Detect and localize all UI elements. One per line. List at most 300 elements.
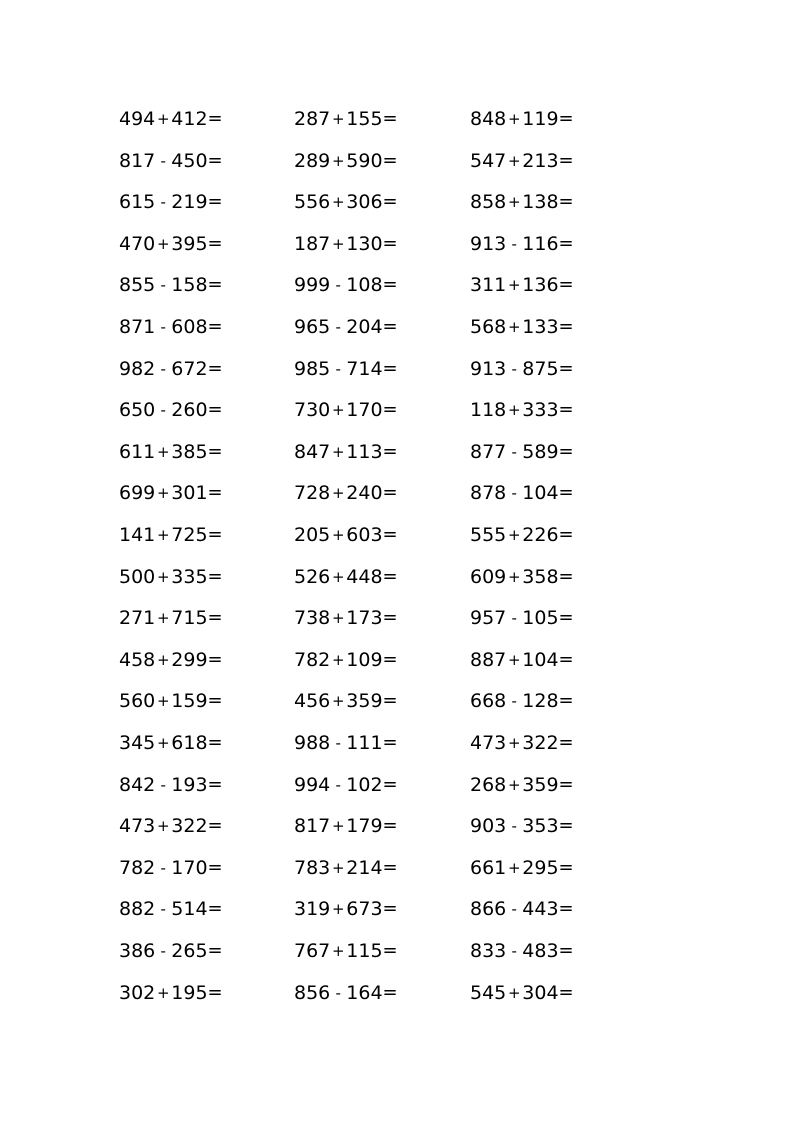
arithmetic-problem [119,481,223,505]
arithmetic-problem [294,107,398,131]
second-operand: 353 [522,815,559,838]
arithmetic-problem [294,897,398,921]
equals-sign: = [207,440,223,462]
operator-sign: + [507,276,521,295]
operator-sign: - [160,900,166,919]
first-operand: 858 [470,191,507,214]
first-operand: 847 [294,440,331,463]
operator-sign: - [160,318,166,336]
arithmetic-problem [470,357,574,381]
equals-sign: = [558,399,574,421]
equals-sign: = [207,981,223,1003]
operator-sign: + [507,858,521,877]
second-operand: 603 [346,524,383,546]
first-operand: 205 [294,524,331,546]
second-operand: 714 [346,357,383,380]
first-operand: 615 [119,191,156,214]
second-operand: 359 [346,690,383,713]
equals-sign: = [558,690,574,712]
second-operand: 295 [522,856,559,879]
arithmetic-problem [470,689,574,713]
operator-sign: + [156,692,170,711]
operator-sign: + [331,942,345,960]
first-operand: 141 [119,524,156,546]
first-operand: 782 [119,856,156,879]
operator-sign: + [507,567,521,586]
arithmetic-problem [470,523,574,547]
second-operand: 115 [346,940,383,962]
second-operand: 304 [522,981,559,1004]
arithmetic-problem [470,107,574,131]
equals-sign: = [382,856,398,878]
second-operand: 195 [171,981,208,1004]
arithmetic-problem [470,773,574,797]
second-operand: 164 [346,981,383,1004]
operator-sign: + [331,484,345,503]
first-operand: 311 [470,274,507,297]
operator-sign: - [511,442,517,461]
second-operand: 335 [171,565,208,588]
second-operand: 450 [171,149,208,172]
operator-sign: + [507,401,521,420]
first-operand: 650 [119,399,156,422]
second-operand: 219 [171,191,208,214]
second-operand: 214 [346,856,383,879]
first-operand: 500 [119,565,156,588]
equals-sign: = [382,940,398,961]
operator-sign: + [507,318,521,336]
operator-sign: + [156,484,170,503]
arithmetic-problem [294,273,398,297]
second-operand: 322 [522,732,559,754]
arithmetic-problem [294,357,398,381]
operator-sign: - [511,900,517,919]
equals-sign: = [207,524,223,545]
equals-sign: = [558,357,574,379]
second-operand: 672 [171,357,208,380]
first-operand: 386 [119,940,156,962]
operator-sign: + [507,775,521,794]
operator-sign: + [331,401,345,420]
operator-sign: + [156,110,170,128]
arithmetic-problem [470,315,574,339]
equals-sign: = [558,191,574,213]
second-operand: 193 [171,773,208,796]
first-operand: 526 [294,565,331,588]
operator-sign: + [156,983,170,1002]
equals-sign: = [558,940,574,961]
equals-sign: = [207,482,223,504]
arithmetic-problem [470,440,574,464]
equals-sign: = [558,607,574,629]
operator-sign: - [335,775,341,794]
second-operand: 108 [346,274,383,297]
first-operand: 782 [294,648,331,671]
arithmetic-problem [470,939,574,963]
operator-sign: - [511,359,517,378]
first-operand: 287 [294,108,331,130]
operator-sign: + [331,567,345,586]
operator-sign: + [156,817,170,836]
equals-sign: = [382,815,398,837]
arithmetic-problem [294,606,398,630]
equals-sign: = [382,316,398,337]
equals-sign: = [382,108,398,129]
arithmetic-problem [470,648,574,672]
second-operand: 173 [346,607,383,630]
arithmetic-problem [119,897,223,921]
operator-sign: - [160,401,166,420]
operator-sign: + [507,983,521,1002]
operator-sign: + [156,734,170,752]
first-operand: 965 [294,316,331,338]
second-operand: 179 [346,815,383,838]
first-operand: 118 [470,399,507,422]
second-operand: 385 [171,440,208,463]
equals-sign: = [382,607,398,629]
first-operand: 994 [294,773,331,796]
first-operand: 568 [470,316,507,338]
arithmetic-problem [470,273,574,297]
operator-sign: + [331,817,345,836]
equals-sign: = [207,316,223,337]
arithmetic-problem [294,149,398,173]
operator-sign: + [331,650,345,669]
first-operand: 187 [294,232,331,255]
second-operand: 158 [171,274,208,297]
arithmetic-problem [119,565,223,589]
second-operand: 725 [171,524,208,546]
operator-sign: + [331,193,345,212]
equals-sign: = [382,399,398,421]
arithmetic-problem [294,315,398,339]
equals-sign: = [207,232,223,254]
operator-sign: + [156,234,170,253]
arithmetic-problem [119,398,223,422]
operator-sign: - [511,234,517,253]
arithmetic-problem [294,232,398,256]
operator-sign: - [511,609,517,628]
equals-sign: = [558,898,574,920]
first-operand: 877 [470,440,507,463]
second-operand: 448 [346,565,383,588]
equals-sign: = [558,981,574,1003]
first-operand: 473 [470,732,507,754]
equals-sign: = [207,607,223,629]
operator-sign: - [335,734,341,752]
first-operand: 661 [470,856,507,879]
operator-sign: - [160,858,166,877]
first-operand: 494 [119,108,156,130]
arithmetic-problem [294,398,398,422]
first-operand: 302 [119,981,156,1004]
arithmetic-problem [119,814,223,838]
first-operand: 738 [294,607,331,630]
operator-sign: - [160,942,166,960]
operator-sign: - [160,151,166,170]
operator-sign: - [335,276,341,295]
arithmetic-problem [294,565,398,589]
arithmetic-problem [294,939,398,963]
first-operand: 555 [470,524,507,546]
second-operand: 170 [346,399,383,422]
operator-sign: + [331,526,345,544]
first-operand: 556 [294,191,331,214]
arithmetic-problem [470,565,574,589]
arithmetic-problem [294,440,398,464]
equals-sign: = [207,690,223,712]
operator-sign: + [331,110,345,128]
arithmetic-problem [294,814,398,838]
second-operand: 213 [522,149,559,172]
first-operand: 871 [119,316,156,338]
arithmetic-problem [119,606,223,630]
arithmetic-problem [470,149,574,173]
equals-sign: = [382,898,398,920]
first-operand: 470 [119,232,156,255]
second-operand: 119 [522,108,559,130]
operator-sign: + [331,234,345,253]
first-operand: 988 [294,732,331,754]
second-operand: 102 [346,773,383,796]
operator-sign: - [160,276,166,295]
arithmetic-problem [294,773,398,797]
first-operand: 903 [470,815,507,838]
arithmetic-problem [119,981,223,1005]
operator-sign: + [507,734,521,752]
second-operand: 133 [522,316,559,338]
equals-sign: = [207,815,223,837]
operator-sign: + [156,609,170,628]
arithmetic-problem [294,856,398,880]
equals-sign: = [558,482,574,504]
equals-sign: = [382,482,398,504]
second-operand: 128 [522,690,559,713]
arithmetic-problem [470,190,574,214]
arithmetic-problem [119,357,223,381]
operator-sign: + [156,650,170,669]
arithmetic-problem [470,897,574,921]
second-operand: 204 [346,316,383,338]
second-operand: 240 [346,482,383,505]
first-operand: 699 [119,482,156,505]
arithmetic-problem [119,107,223,131]
second-operand: 618 [171,732,208,754]
equals-sign: = [382,440,398,462]
arithmetic-problem [119,315,223,339]
second-operand: 159 [171,690,208,713]
equals-sign: = [382,981,398,1003]
second-operand: 322 [171,815,208,838]
arithmetic-problem [119,523,223,547]
second-operand: 673 [346,898,383,921]
first-operand: 458 [119,648,156,671]
first-operand: 842 [119,773,156,796]
first-operand: 456 [294,690,331,713]
second-operand: 483 [522,940,559,962]
equals-sign: = [207,940,223,961]
arithmetic-problem [119,856,223,880]
equals-sign: = [558,440,574,462]
equals-sign: = [382,524,398,545]
first-operand: 268 [470,773,507,796]
second-operand: 306 [346,191,383,214]
second-operand: 265 [171,940,208,962]
second-operand: 359 [522,773,559,796]
operator-sign: + [331,692,345,711]
arithmetic-problem [470,481,574,505]
equals-sign: = [207,565,223,587]
equals-sign: = [382,274,398,296]
first-operand: 887 [470,648,507,671]
first-operand: 848 [470,108,507,130]
first-operand: 611 [119,440,156,463]
equals-sign: = [382,773,398,795]
first-operand: 289 [294,149,331,172]
operator-sign: - [511,942,517,960]
arithmetic-problem [294,689,398,713]
equals-sign: = [558,648,574,670]
arithmetic-problem [119,773,223,797]
equals-sign: = [558,316,574,337]
first-operand: 560 [119,690,156,713]
equals-sign: = [382,648,398,670]
second-operand: 589 [522,440,559,463]
operator-sign: + [331,609,345,628]
arithmetic-problem [470,606,574,630]
second-operand: 412 [171,108,208,130]
second-operand: 260 [171,399,208,422]
first-operand: 783 [294,856,331,879]
first-operand: 545 [470,981,507,1004]
operator-sign: + [331,900,345,919]
arithmetic-problem [470,856,574,880]
operator-sign: + [331,151,345,170]
second-operand: 715 [171,607,208,630]
operator-sign: + [156,442,170,461]
first-operand: 271 [119,607,156,630]
operator-sign: - [160,359,166,378]
equals-sign: = [558,732,574,753]
equals-sign: = [382,565,398,587]
first-operand: 957 [470,607,507,630]
equals-sign: = [207,274,223,296]
second-operand: 104 [522,648,559,671]
second-operand: 104 [522,482,559,505]
equals-sign: = [382,690,398,712]
first-operand: 473 [119,815,156,838]
operator-sign: + [507,110,521,128]
arithmetic-problem [470,814,574,838]
arithmetic-problem [294,190,398,214]
operator-sign: + [331,858,345,877]
first-operand: 345 [119,732,156,754]
first-operand: 882 [119,898,156,921]
second-operand: 395 [171,232,208,255]
equals-sign: = [382,149,398,171]
first-operand: 913 [470,357,507,380]
arithmetic-problem [294,731,398,755]
equals-sign: = [558,108,574,129]
operator-sign: - [335,318,341,336]
arithmetic-problem [294,981,398,1005]
arithmetic-problem [119,689,223,713]
equals-sign: = [558,856,574,878]
first-operand: 609 [470,565,507,588]
equals-sign: = [558,773,574,795]
first-operand: 855 [119,274,156,297]
arithmetic-problem [119,939,223,963]
second-operand: 443 [522,898,559,921]
arithmetic-problem [294,648,398,672]
equals-sign: = [207,149,223,171]
second-operand: 116 [522,232,559,255]
first-operand: 982 [119,357,156,380]
first-operand: 547 [470,149,507,172]
arithmetic-problem [470,981,574,1005]
second-operand: 170 [171,856,208,879]
first-operand: 817 [119,149,156,172]
second-operand: 301 [171,482,208,505]
second-operand: 358 [522,565,559,588]
first-operand: 913 [470,232,507,255]
arithmetic-problem [294,481,398,505]
operator-sign: + [507,193,521,212]
equals-sign: = [558,149,574,171]
operator-sign: - [511,817,517,836]
second-operand: 130 [346,232,383,255]
operator-sign: + [507,650,521,669]
equals-sign: = [207,773,223,795]
operator-sign: + [507,151,521,170]
first-operand: 668 [470,690,507,713]
arithmetic-problem [119,440,223,464]
operator-sign: - [335,359,341,378]
equals-sign: = [558,815,574,837]
equals-sign: = [382,732,398,753]
equals-sign: = [207,648,223,670]
second-operand: 105 [522,607,559,630]
arithmetic-problem [294,523,398,547]
second-operand: 109 [346,648,383,671]
second-operand: 299 [171,648,208,671]
equals-sign: = [382,191,398,213]
second-operand: 608 [171,316,208,338]
equals-sign: = [558,565,574,587]
arithmetic-problem [119,232,223,256]
first-operand: 856 [294,981,331,1004]
arithmetic-problem [119,731,223,755]
equals-sign: = [558,524,574,545]
arithmetic-problem [470,232,574,256]
first-operand: 866 [470,898,507,921]
second-operand: 333 [522,399,559,422]
equals-sign: = [207,732,223,753]
second-operand: 590 [346,149,383,172]
first-operand: 878 [470,482,507,505]
equals-sign: = [382,357,398,379]
first-operand: 767 [294,940,331,962]
operator-sign: - [335,983,341,1002]
operator-sign: - [160,775,166,794]
equals-sign: = [558,232,574,254]
operator-sign: - [511,692,517,711]
arithmetic-problem [119,648,223,672]
second-operand: 138 [522,191,559,214]
equals-sign: = [207,399,223,421]
first-operand: 319 [294,898,331,921]
second-operand: 111 [346,732,383,754]
